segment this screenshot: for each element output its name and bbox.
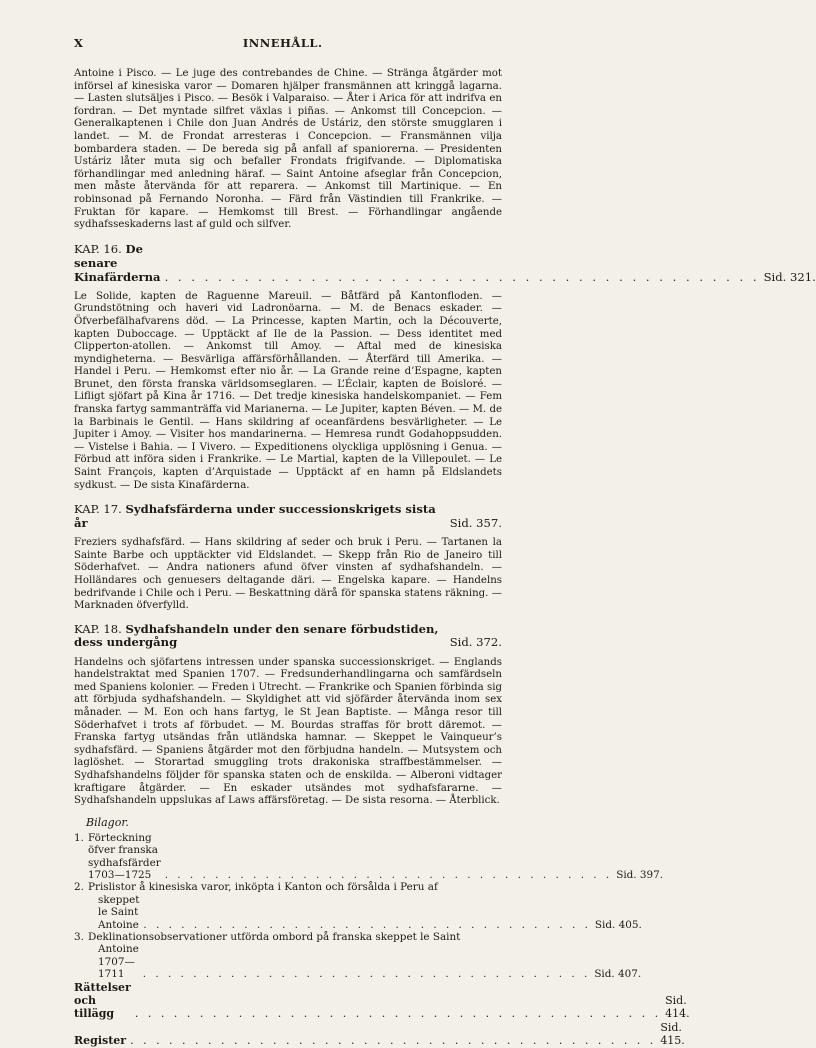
corrections-entry xyxy=(74,980,690,1021)
appendix-title-cont: skeppet le Saint Antoine xyxy=(98,893,140,931)
entry-page: Sid. 415. xyxy=(660,1020,685,1048)
chapter-16-summary: Le Solide, kapten de Raguenne Mareuil. — Båtfärd på Kantonfloden. — Grundstötning och haveri vid Ladronöarna. — M. de Benacs eskader. — Öfverbefälhafvarens död. — La Princesse, kapten Martin, och la Découverte, kapten Duboccage. — Upptäckt af Ile de la Passion. — Dess identitet med Clipperton-atollen. — Ankomst till Amoy. — Aftal med de kinesiska myndigheterna. — Besvärliga affärsförhållanden. — Återfärd till Amerika. — Handel i Peru. — Hemkomst efter nio år. — La Grande reine d’Espagne, kapten Brunet, den första franska världsomseglaren. — L’Éclair, kapten de Boisloré. — Lifligt sjöfart på Kina år 1716. — Det tredje kinesiska handelskompaniet. — Fem franska fartyg sammanträffa vid Marianerna. — Le Jupiter, kapten Béven. — M. de la Barbinais le Gentil. — Hans skildring af oceanfärdens besvärligheter. — Le Jupiter i Amoy. — Visiter hos mandarinerna. — Hemresa rundt Godahoppsudden. — Vistelse i Bahia. — I Vivero. — Expeditionens olyckliga upplösning i Genua. — Förbud att införa siden i Frankrike. — Le Martial, kapten de la Villepoulet. — Le Saint François, kapten d’Arquistade — Upptäckt af en hamn på Eldslandets sydkust. — De sista Kinafärderna. xyxy=(74,290,502,491)
entry-title: Register xyxy=(74,1034,127,1048)
entry-page: Sid. 414. xyxy=(665,994,690,1021)
entry-title: Rättelser och tillägg xyxy=(74,980,131,1021)
chapter-17-summary: Freziers sydhafsfärd. — Hans skildring af seder och bruk i Peru. — Tartanen la Sainte Barbe och upptäckter vid Eldslandet. — Skepp från Rio de Janeiro till Söderhafvet. — Andra nationers afund öfver vinsten af sydhafshandeln. — Holländares och genuesers deltagande däri. — Engelska kapare. — Handelns bedrifvande i Chile och i Peru. — Beskattning därå för spanska statens räkning. — Marknaden öfverfylld. xyxy=(74,537,502,612)
running-title: INNEHÅLL. xyxy=(242,36,323,50)
chapter-18-heading xyxy=(74,623,502,650)
chapter-16-heading xyxy=(74,241,816,284)
appendix-number: 3. xyxy=(74,930,84,943)
chapter-page: Sid. 357. xyxy=(449,516,502,531)
appendix-title-cont: Antoine 1707—1711 xyxy=(98,943,139,981)
appendices-heading: Bilagor. xyxy=(86,815,129,829)
chapter-page: Sid. 321. xyxy=(763,269,816,284)
page-header xyxy=(74,36,502,50)
appendix-title: Förteckning öfver franska sydhafsfärder 1703—1725 xyxy=(88,831,161,881)
chapter-title: Sydhafshandeln under den senare förbudstiden, dess undergång xyxy=(74,621,439,650)
chapter-title: Sydhafsfärderna under successionskrigets sista år xyxy=(74,502,436,531)
chapter-label: KAP. 18. xyxy=(74,621,122,636)
appendix-page: Sid. 407. xyxy=(594,968,642,981)
appendix-item xyxy=(74,930,642,981)
chapter-label: KAP. 16. xyxy=(74,241,122,256)
chapter-label: KAP. 17. xyxy=(74,502,122,517)
appendix-page: Sid. 397. xyxy=(616,868,664,881)
appendix-number: 1. xyxy=(74,831,84,844)
chapter-title: De senare Kinafärderna xyxy=(74,241,161,284)
register-entry xyxy=(74,1020,685,1048)
appendix-page: Sid. 405. xyxy=(594,918,642,931)
appendix-item xyxy=(74,881,642,931)
appendix-number: 2. xyxy=(74,881,84,894)
chapter-17-heading xyxy=(74,502,502,530)
appendix-title: Prislistor å kinesiska varor, inköpta i Kanton och försålda i Peru af xyxy=(88,881,438,894)
page-number-roman: X xyxy=(74,36,84,50)
appendix-title: Deklinationsobservationer utförda ombord på franska skeppet le Saint xyxy=(88,930,461,943)
intro-paragraph: Antoine i Pisco. — Le juge des contrebandes de Chine. — Stränga åtgärder mot införsel af kinesiska varor — Domaren hjälper fransmännen att kringgå lagarna. — Lasten slutsäljes i Pisco. — Besök i Valparaiso. — Åter i Arica för att indrifva en fordran. — Det myntade silfret växlas i piñas. — Ankomst till Concepcion. — Generalkaptenen i Chile don Juan Andrés de Ustáriz, den störste smugglaren i landet. — M. de Frondat arresteras i Concepcion. — Fransmännen vilja bombardera staden. — De bereda sig på anfall af spaniorerna. — Presidenten Ustáriz låter muta sig och befaller Frondats frigifvande. — Diplomatiska förhandlingar med anledning häraf. — Saint Antoine afseglar från Concepcion, men måste återvända för att reparera. — Ankomst till Martinique. — En robinsonad på Fernando Noronha. — Färd från Västindien till Frankrike. — Fruktan för kapare. — Hemkomst till Brest. — Förhandlingar angående sydhafsseskaderns last af guld och silfver. xyxy=(74,68,502,231)
appendix-item xyxy=(74,831,664,882)
chapter-18-summary: Handelns och sjöfartens intressen under spanska successionskriget. — Englands handelstraktat med Spanien 1707. — Fredsunderhandlingarna och samfärdseln med Spaniens kolonier. — Freden i Utrecht. — Frankrike och Spanien förbinda sig att förbjuda sydhafshandeln. — Skyldighet att vid sjöfärder återvända inom sex månader. — M. Eon och hans fartyg, le St Jean Baptiste. — Många resor till Söderhafvet i trots af förbudet. — M. Bourdas straffas för brott däremot. — Franska fartyg utsändas från utländska hamnar. — Skeppet le Vainqueur’s sydhafsfärd. — Spaniens åtgärder mot den förbjudna handeln. — Mutsystem och laglöshet. — Storartad smuggling trots drakoniska straffbestämmelser. — Sydhafshandelns följder för spanska staten och de enskilda. — Alberoni vidtager kraftigare åtgärder. — En eskader utsändes mot sydhafsfararne. — Sydhafshandeln uppslukas af Laws affärsföretag. — De sista resorna. — Återblick. xyxy=(74,656,502,807)
chapter-page: Sid. 372. xyxy=(449,635,502,650)
